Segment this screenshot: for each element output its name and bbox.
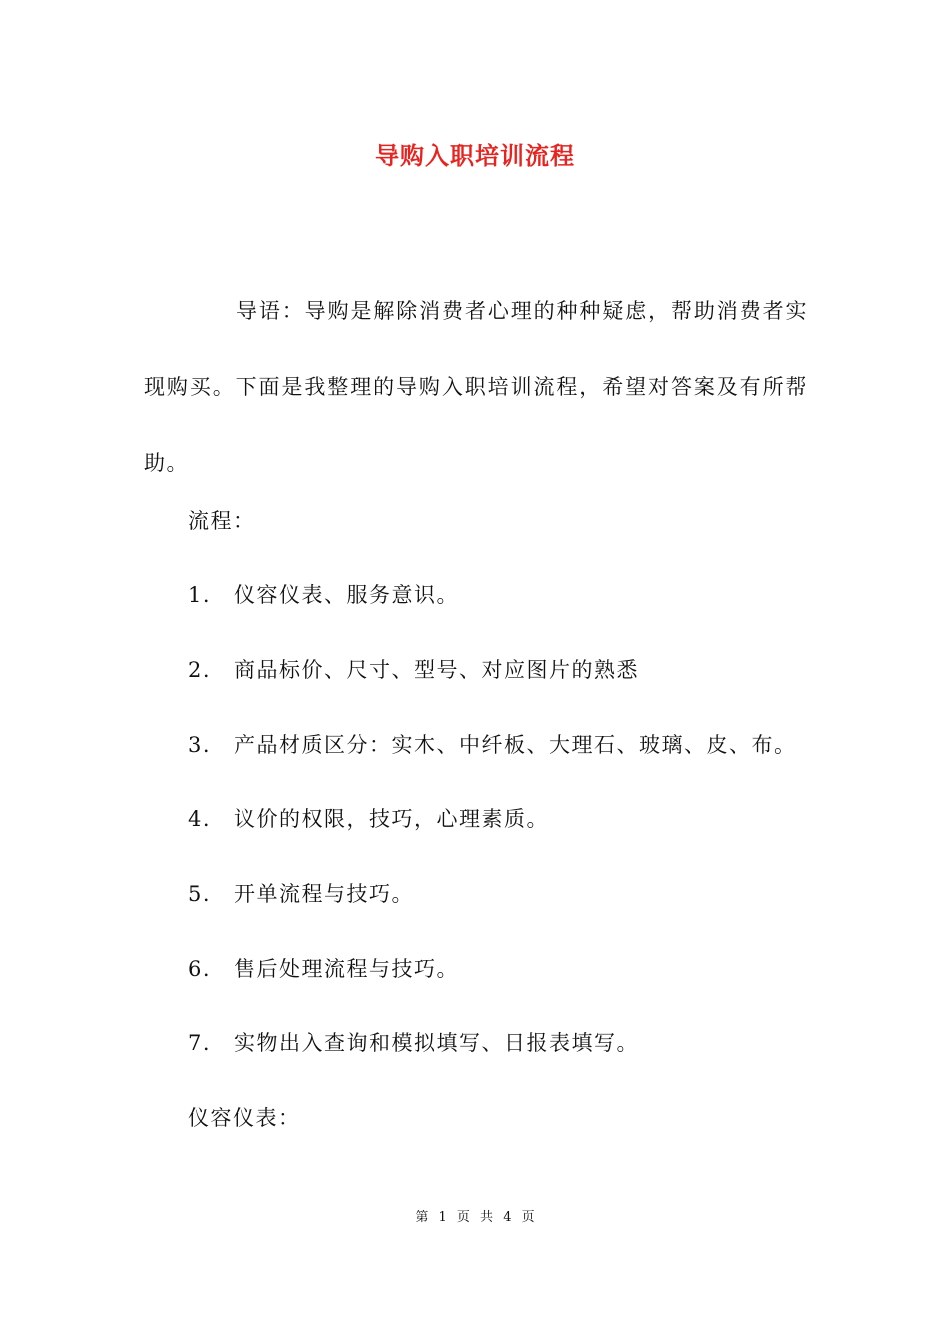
- list-item-text: 议价的权限，技巧，心理素质。: [234, 807, 549, 831]
- list-item: [188, 579, 459, 609]
- list-item-number: 3.: [188, 733, 212, 757]
- section-label: 流程：: [188, 509, 256, 533]
- list-item-number: 7.: [188, 1031, 212, 1055]
- list-item: [188, 953, 459, 983]
- intro-paragraph: 导语：导购是解除消费者心理的种种疑虑，帮助消费者实现购买。下面是我整理的导购入职培训流程，希望对答案及有所帮助。: [144, 299, 808, 475]
- list-item: [188, 878, 414, 908]
- list-item: [188, 803, 549, 833]
- list-item-number: 6.: [188, 957, 212, 981]
- page-title: 导购入职培训流程: [375, 142, 575, 170]
- list-item-number: 5.: [188, 882, 212, 906]
- list-item-text: 产品材质区分：实木、中纤板、大理石、玻璃、皮、布。: [234, 733, 797, 757]
- list-item: [188, 729, 797, 759]
- list-item-number: 2.: [188, 658, 212, 682]
- page-footer: 第 1 页 共 4 页: [415, 1210, 535, 1225]
- list-item-text: 开单流程与技巧。: [234, 882, 414, 906]
- list-item-text: 实物出入查询和模拟填写、日报表填写。: [234, 1031, 639, 1055]
- list-item-number: 4.: [188, 807, 212, 831]
- list-item: [188, 654, 639, 684]
- subsection-label: 仪容仪表：: [188, 1106, 301, 1130]
- list-item: [188, 1027, 639, 1057]
- list-item-text: 仪容仪表、服务意识。: [234, 583, 459, 607]
- list-item-number: 1.: [188, 583, 212, 607]
- list-item-text: 商品标价、尺寸、型号、对应图片的熟悉: [234, 658, 639, 682]
- list-item-text: 售后处理流程与技巧。: [234, 957, 459, 981]
